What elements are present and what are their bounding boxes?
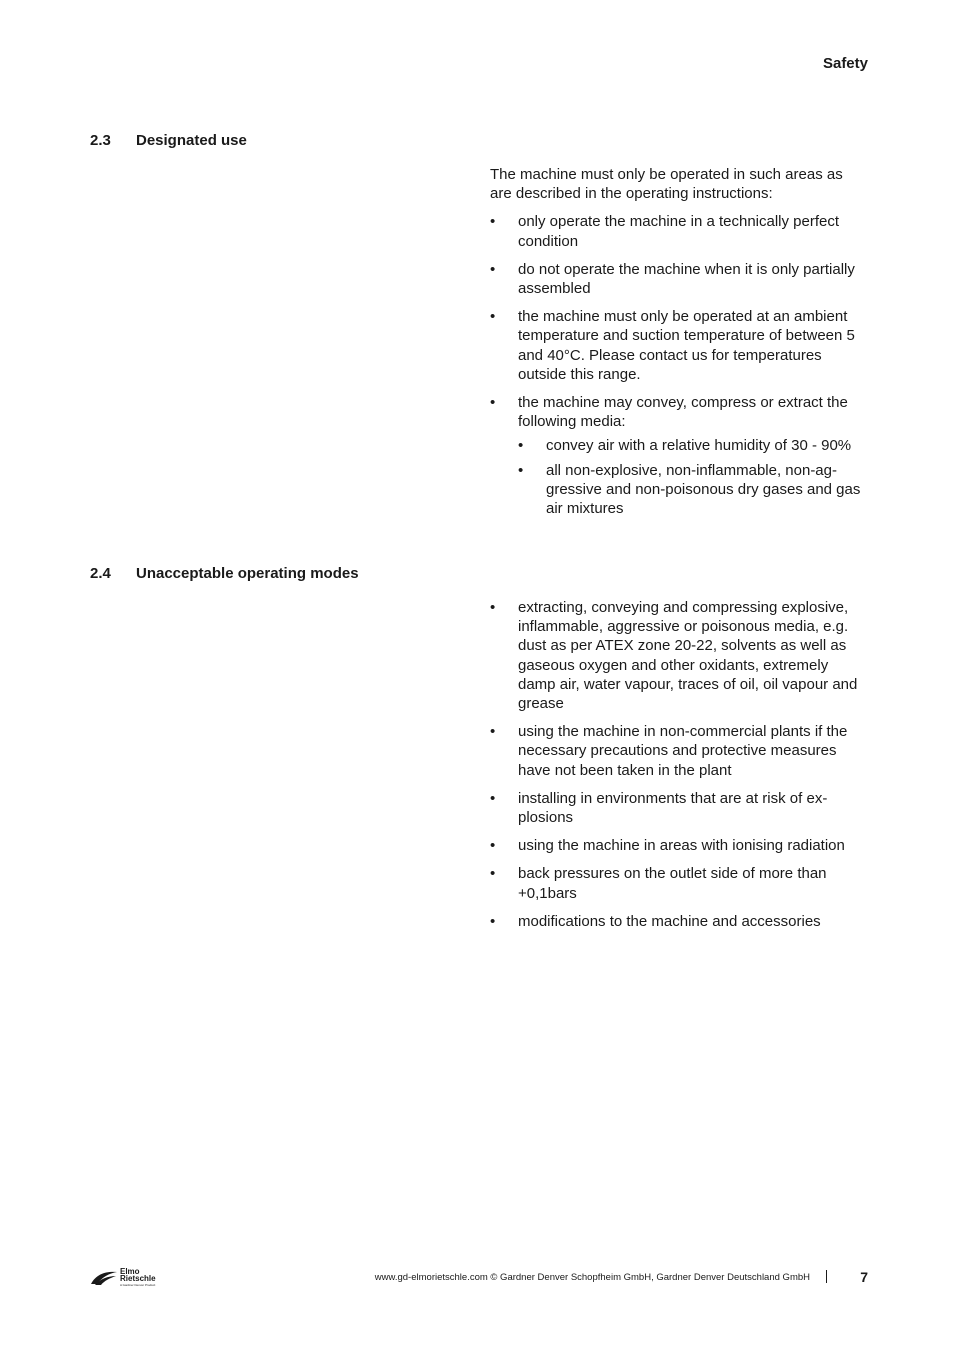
unacceptable-modes-content xyxy=(490,598,866,940)
sublist-item: • all non-explosive, non-inflammable, non-aggressive and non-poisonous dry gases and gas air mixtures xyxy=(518,461,866,519)
footer-divider xyxy=(826,1270,827,1283)
list-item: • using the machine in non-commercial plants if the necessary precautions and protective measures have not been taken in the plant xyxy=(490,722,866,780)
page-number: 7 xyxy=(860,1269,868,1285)
list-item-media xyxy=(490,393,866,518)
copyright-text: © Gardner Denver Schopfheim GmbH, Gardner Denver Deutschland GmbH xyxy=(487,1272,810,1283)
designated-use-content xyxy=(490,165,866,527)
list-item: • extracting, conveying and compressing explosive, inflammable, aggressive or poisonous media, e.g. dust as per ATEX zone 20-22, solvents as well as gaseous oxygen and other oxidants, extremely damp air, water vapour, traces of oil, oil vapour and grease xyxy=(490,598,866,713)
section-number: 2.3 xyxy=(90,132,111,149)
list-item: • do not operate the machine when it is only partially assembled xyxy=(490,260,866,298)
list-item-text: the machine may convey, compress or extract the following media: xyxy=(518,394,848,431)
logo-line1: Elmo xyxy=(120,1267,140,1276)
section-title: Designated use xyxy=(136,132,247,149)
page-header-title: Safety xyxy=(822,55,868,72)
list-item: • installing in environments that are at risk of explosions xyxy=(490,789,866,827)
logo-brand xyxy=(120,1268,156,1282)
logo-tagline: A Gardner Denver Product xyxy=(120,1283,156,1287)
list-item: • using the machine in areas with ionising radiation xyxy=(490,836,866,855)
sublist-item: • convey air with a relative humidity of 30 - 90% xyxy=(518,436,866,455)
swoosh-logo-icon xyxy=(90,1270,118,1286)
footer-credits xyxy=(375,1272,810,1283)
unacceptable-modes-list xyxy=(490,598,866,931)
logo-line2: Rietschle xyxy=(120,1274,156,1283)
media-sublist xyxy=(518,436,866,518)
designated-use-intro: The machine must only be operated in such areas as are described in the operating instructions: xyxy=(490,166,843,203)
section-title: Unacceptable operating modes xyxy=(136,565,359,582)
list-item: • only operate the machine in a technically perfect condition xyxy=(490,212,866,250)
list-item: • modifications to the machine and accessories xyxy=(490,912,866,931)
website-link[interactable]: www.gd-elmorietschle.com xyxy=(374,1272,488,1283)
page-footer xyxy=(90,1268,868,1290)
section-heading-designated-use xyxy=(90,132,247,149)
section-heading-unacceptable-modes xyxy=(90,565,359,582)
section-number: 2.4 xyxy=(90,565,111,582)
list-item: • the machine must only be operated at an ambient temperature and suction temperature of between 5 and 40°C. Please contact us for temperatures outside this range. xyxy=(490,307,866,384)
list-item: • back pressures on the outlet side of more than +0,1bars xyxy=(490,864,866,902)
elmo-rietschle-logo xyxy=(90,1268,170,1290)
designated-use-list xyxy=(490,212,866,518)
